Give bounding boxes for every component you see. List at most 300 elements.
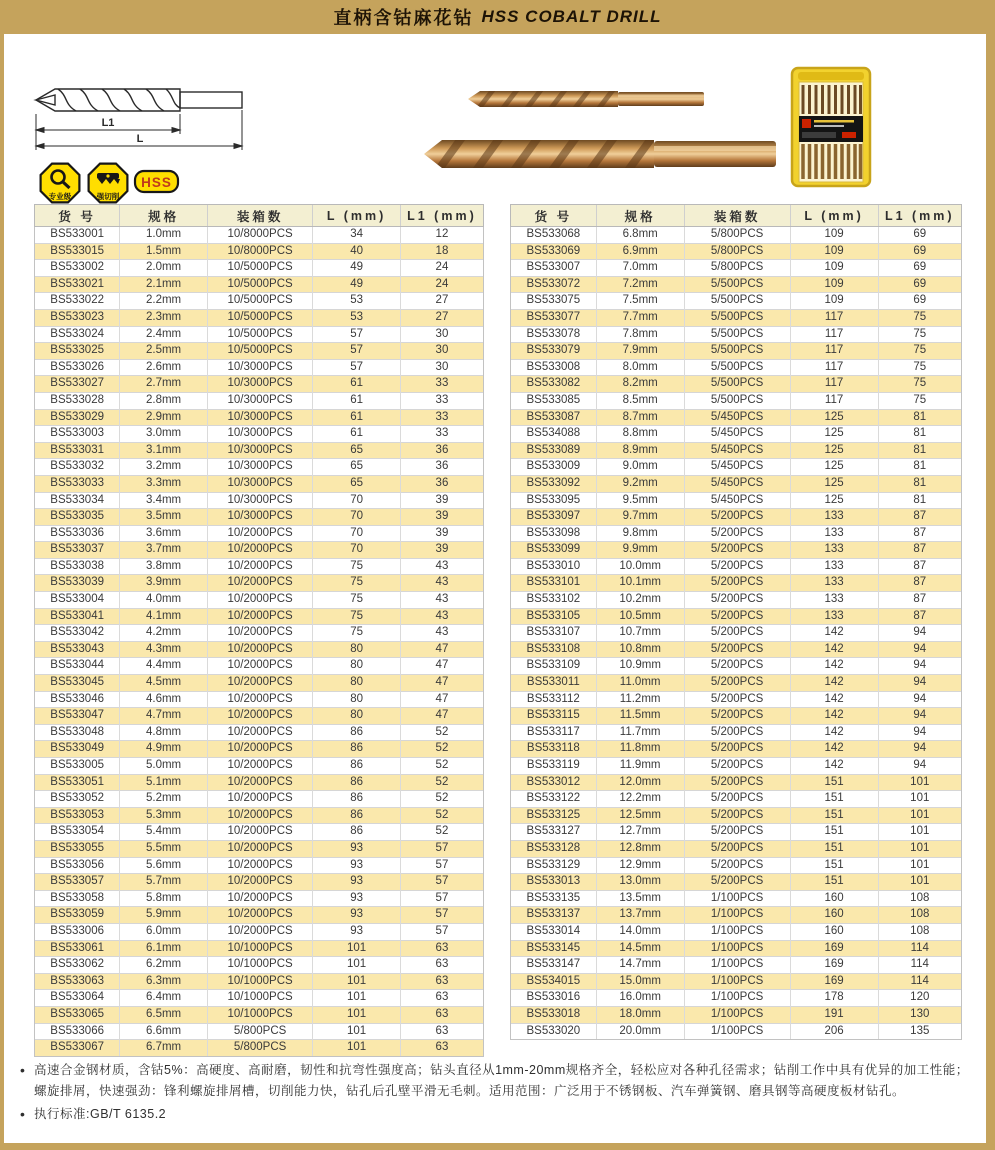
cell: 142 (790, 641, 878, 658)
cell: 81 (878, 442, 961, 459)
cell: BS534015 (511, 973, 597, 990)
table-row (511, 293, 962, 310)
cell: BS533078 (511, 326, 597, 343)
table-row (511, 658, 962, 675)
cell: 8.7mm (596, 409, 684, 426)
cell: 93 (313, 857, 401, 874)
cell: 13.7mm (596, 907, 684, 924)
table-row (35, 309, 484, 326)
cell: BS533109 (511, 658, 597, 675)
cell: 5/200PCS (684, 724, 790, 741)
cell: 10/2000PCS (207, 542, 313, 559)
cell: 5/500PCS (684, 392, 790, 409)
column-header: L1 (mm) (878, 205, 961, 227)
cell: 34 (313, 227, 401, 244)
cell: 13.0mm (596, 874, 684, 891)
cell: BS533118 (511, 741, 597, 758)
cell: 5/800PCS (684, 243, 790, 260)
cell: 125 (790, 492, 878, 509)
cell: 94 (878, 724, 961, 741)
cell: 12.2mm (596, 791, 684, 808)
column-header: L (mm) (790, 205, 878, 227)
table-row (511, 592, 962, 609)
cell: 3.1mm (120, 442, 208, 459)
table-row (35, 542, 484, 559)
cell: 36 (400, 442, 483, 459)
cell: 86 (313, 724, 401, 741)
cell: 10/5000PCS (207, 343, 313, 360)
cell: 61 (313, 392, 401, 409)
badge-hss-label: HSS (141, 175, 172, 190)
cell: 10/1000PCS (207, 973, 313, 990)
cell: 10/5000PCS (207, 326, 313, 343)
cell: 70 (313, 492, 401, 509)
badge-strong-cutting-label: 强切削 (96, 192, 120, 201)
cell: 52 (400, 741, 483, 758)
cell: 133 (790, 542, 878, 559)
cell: 125 (790, 475, 878, 492)
cell: 5/200PCS (684, 542, 790, 559)
cell: BS533038 (35, 558, 120, 575)
cell: BS533015 (35, 243, 120, 260)
table-row (511, 824, 962, 841)
cell: BS533137 (511, 907, 597, 924)
cell: 5.8mm (120, 890, 208, 907)
cell: BS533053 (35, 807, 120, 824)
cell: 109 (790, 227, 878, 244)
cell: 86 (313, 824, 401, 841)
table-row (511, 459, 962, 476)
table-row (35, 940, 484, 957)
cell: 5/200PCS (684, 857, 790, 874)
cell: 69 (878, 227, 961, 244)
badge-strong-cutting (89, 164, 128, 203)
cell: 5/200PCS (684, 625, 790, 642)
cell: 1/100PCS (684, 890, 790, 907)
cell: 93 (313, 890, 401, 907)
cell: BS533066 (35, 1023, 120, 1040)
cell: 5/200PCS (684, 575, 790, 592)
table-row (511, 1023, 962, 1040)
cell: 178 (790, 990, 878, 1007)
cell: BS533042 (35, 625, 120, 642)
cell: 6.1mm (120, 940, 208, 957)
cell: 10.5mm (596, 608, 684, 625)
badge-professional-label: 专业级 (48, 192, 72, 201)
cell: BS533039 (35, 575, 120, 592)
cell: 43 (400, 558, 483, 575)
cell: 5/450PCS (684, 426, 790, 443)
table-row (35, 326, 484, 343)
cell: 5/200PCS (684, 774, 790, 791)
cell: 33 (400, 426, 483, 443)
cell: 135 (878, 1023, 961, 1040)
table-row (35, 1006, 484, 1023)
cell: 4.1mm (120, 608, 208, 625)
table-row (35, 824, 484, 841)
cell: 5/200PCS (684, 758, 790, 775)
cell: 8.9mm (596, 442, 684, 459)
cell: BS533068 (511, 227, 597, 244)
cell: 12.0mm (596, 774, 684, 791)
cell: BS533069 (511, 243, 597, 260)
table-row (511, 309, 962, 326)
table-row (35, 475, 484, 492)
cell: 133 (790, 575, 878, 592)
cell: 6.4mm (120, 990, 208, 1007)
cell: BS533026 (35, 359, 120, 376)
cell: 10.2mm (596, 592, 684, 609)
cell: BS533122 (511, 791, 597, 808)
cell: 63 (400, 990, 483, 1007)
table-row (511, 492, 962, 509)
cell: 65 (313, 475, 401, 492)
cell: 133 (790, 509, 878, 526)
cell: 101 (878, 840, 961, 857)
cell: 75 (878, 392, 961, 409)
table-row (511, 359, 962, 376)
table-row (511, 205, 962, 227)
cell: 63 (400, 1023, 483, 1040)
table-row (35, 625, 484, 642)
table-row (511, 973, 962, 990)
cell: 6.8mm (596, 227, 684, 244)
cell: 101 (313, 957, 401, 974)
cell: 5.4mm (120, 824, 208, 841)
cell: 101 (878, 791, 961, 808)
cell: 87 (878, 542, 961, 559)
cell: 3.8mm (120, 558, 208, 575)
cell: 9.8mm (596, 525, 684, 542)
page-title-en: HSS COBALT DRILL (481, 7, 662, 26)
table-row (35, 525, 484, 542)
cell: 151 (790, 774, 878, 791)
cell: 3.9mm (120, 575, 208, 592)
table-row (35, 426, 484, 443)
cell: 5/800PCS (684, 227, 790, 244)
cell: BS533087 (511, 409, 597, 426)
table-row (511, 276, 962, 293)
cell: 9.2mm (596, 475, 684, 492)
cell: 10/8000PCS (207, 243, 313, 260)
cell: 120 (878, 990, 961, 1007)
cell: BS533011 (511, 675, 597, 692)
cell: 4.3mm (120, 641, 208, 658)
cell: BS533014 (511, 923, 597, 940)
cell: 101 (878, 874, 961, 891)
cell: 12.9mm (596, 857, 684, 874)
cell: 4.2mm (120, 625, 208, 642)
drill-package-box (790, 66, 872, 188)
table-row (511, 343, 962, 360)
cell: 108 (878, 907, 961, 924)
cell: 12.7mm (596, 824, 684, 841)
cell: 1/100PCS (684, 1006, 790, 1023)
table-row (511, 326, 962, 343)
cell: 151 (790, 840, 878, 857)
cell: 5.3mm (120, 807, 208, 824)
table-row (35, 724, 484, 741)
cell: 130 (878, 1006, 961, 1023)
cell: BS533079 (511, 343, 597, 360)
cell: 57 (313, 326, 401, 343)
cell: BS533003 (35, 426, 120, 443)
column-header: L1 (mm) (400, 205, 483, 227)
table-row (511, 409, 962, 426)
cell: 2.9mm (120, 409, 208, 426)
cell: 5/200PCS (684, 658, 790, 675)
table-row (35, 658, 484, 675)
cell: BS533064 (35, 990, 120, 1007)
cell: BS533004 (35, 592, 120, 609)
table-row (35, 1023, 484, 1040)
cell: 61 (313, 409, 401, 426)
cell: 169 (790, 957, 878, 974)
cell: 81 (878, 459, 961, 476)
cell: 114 (878, 957, 961, 974)
cell: 151 (790, 824, 878, 841)
cell: BS533112 (511, 691, 597, 708)
cell: 5.2mm (120, 791, 208, 808)
cell: BS533095 (511, 492, 597, 509)
cell: BS533007 (511, 260, 597, 277)
cell: BS533022 (35, 293, 120, 310)
cell: 151 (790, 874, 878, 891)
cell: BS533009 (511, 459, 597, 476)
cell: BS533125 (511, 807, 597, 824)
package-label (799, 116, 863, 142)
cell: 5.1mm (120, 774, 208, 791)
cell: 80 (313, 675, 401, 692)
cell: 160 (790, 890, 878, 907)
cell: 7.0mm (596, 260, 684, 277)
cell: 5/200PCS (684, 691, 790, 708)
spec-table-right-header (511, 205, 962, 227)
table-row (35, 592, 484, 609)
cell: 10/3000PCS (207, 459, 313, 476)
cell: 49 (313, 276, 401, 293)
cell: BS533097 (511, 509, 597, 526)
cell: 30 (400, 326, 483, 343)
cell: 5/450PCS (684, 442, 790, 459)
table-row (511, 227, 962, 244)
cell: BS533082 (511, 376, 597, 393)
table-row (511, 724, 962, 741)
cell: 10.7mm (596, 625, 684, 642)
cell: BS533102 (511, 592, 597, 609)
table-row (511, 957, 962, 974)
cell: BS533037 (35, 542, 120, 559)
spec-table-left-body (35, 227, 484, 1057)
table-row (511, 907, 962, 924)
table-row (35, 641, 484, 658)
table-row (35, 376, 484, 393)
table-row (511, 442, 962, 459)
cell: 5/200PCS (684, 824, 790, 841)
cell: 20.0mm (596, 1023, 684, 1040)
cell: 109 (790, 243, 878, 260)
cell: BS533048 (35, 724, 120, 741)
cell: 5/800PCS (207, 1040, 313, 1057)
cell: 27 (400, 309, 483, 326)
cell: BS533056 (35, 857, 120, 874)
cell: 114 (878, 940, 961, 957)
cell: 70 (313, 542, 401, 559)
cell: 10.1mm (596, 575, 684, 592)
cell: 117 (790, 359, 878, 376)
cell: 5/200PCS (684, 641, 790, 658)
cell: 10/2000PCS (207, 658, 313, 675)
cell: 2.5mm (120, 343, 208, 360)
table-row (511, 575, 962, 592)
table-row (511, 890, 962, 907)
cell: BS533067 (35, 1040, 120, 1057)
cell: 10/3000PCS (207, 492, 313, 509)
table-row (511, 558, 962, 575)
table-row (35, 459, 484, 476)
cell: 18 (400, 243, 483, 260)
dimension-l1 (36, 114, 180, 134)
table-row (511, 509, 962, 526)
cell: 10.0mm (596, 558, 684, 575)
cell: 70 (313, 525, 401, 542)
cell: BS533008 (511, 359, 597, 376)
cell: BS533043 (35, 641, 120, 658)
cell: 5/450PCS (684, 475, 790, 492)
cell: 3.5mm (120, 509, 208, 526)
cell: 63 (400, 957, 483, 974)
cell: 108 (878, 890, 961, 907)
cell: 5.6mm (120, 857, 208, 874)
table-row (35, 774, 484, 791)
table-row (35, 857, 484, 874)
cell: 63 (400, 1006, 483, 1023)
cell: 1/100PCS (684, 973, 790, 990)
cell: 10/2000PCS (207, 840, 313, 857)
cell: 15.0mm (596, 973, 684, 990)
cell: 39 (400, 525, 483, 542)
cell: BS533058 (35, 890, 120, 907)
cell: 6.9mm (596, 243, 684, 260)
quality-badges (38, 160, 180, 208)
table-row (511, 874, 962, 891)
cell: BS533107 (511, 625, 597, 642)
cell: 2.6mm (120, 359, 208, 376)
cell: BS533098 (511, 525, 597, 542)
cell: 2.3mm (120, 309, 208, 326)
cell: 63 (400, 940, 483, 957)
cell: 5/500PCS (684, 293, 790, 310)
cell: 52 (400, 724, 483, 741)
cell: BS533036 (35, 525, 120, 542)
cell: 6.2mm (120, 957, 208, 974)
cell: 117 (790, 343, 878, 360)
table-row (511, 708, 962, 725)
cell: 117 (790, 326, 878, 343)
cell: 30 (400, 343, 483, 360)
cell: 10/2000PCS (207, 691, 313, 708)
cell: BS534088 (511, 426, 597, 443)
cell: 160 (790, 923, 878, 940)
cell: BS533059 (35, 907, 120, 924)
cell: 109 (790, 276, 878, 293)
cell: 10/2000PCS (207, 558, 313, 575)
cell: 10/1000PCS (207, 990, 313, 1007)
cell: 191 (790, 1006, 878, 1023)
table-row (35, 392, 484, 409)
cell: BS533099 (511, 542, 597, 559)
cell: 3.4mm (120, 492, 208, 509)
cell: 6.7mm (120, 1040, 208, 1057)
cell: 5.0mm (120, 758, 208, 775)
cell: 142 (790, 724, 878, 741)
cell: 10/2000PCS (207, 592, 313, 609)
badge-hss (135, 171, 178, 192)
cell: BS533006 (35, 923, 120, 940)
table-row (35, 840, 484, 857)
table-row (511, 376, 962, 393)
table-row (35, 293, 484, 310)
table-row (511, 840, 962, 857)
cell: 52 (400, 807, 483, 824)
cell: 16.0mm (596, 990, 684, 1007)
table-row (35, 1040, 484, 1057)
cell: 65 (313, 459, 401, 476)
cell: 12.5mm (596, 807, 684, 824)
cell: 94 (878, 675, 961, 692)
table-row (511, 243, 962, 260)
cell: BS533101 (511, 575, 597, 592)
cell: BS533128 (511, 840, 597, 857)
table-row (35, 708, 484, 725)
cell: 10/2000PCS (207, 857, 313, 874)
cell: 10/2000PCS (207, 525, 313, 542)
cell: BS533119 (511, 758, 597, 775)
cell: 108 (878, 923, 961, 940)
cell: 81 (878, 409, 961, 426)
table-row (35, 243, 484, 260)
cell: 1/100PCS (684, 907, 790, 924)
cell: 94 (878, 658, 961, 675)
cell: BS533044 (35, 658, 120, 675)
cell: BS533012 (511, 774, 597, 791)
cell: BS533115 (511, 708, 597, 725)
cell: 52 (400, 758, 483, 775)
table-row (35, 973, 484, 990)
cell: 1/100PCS (684, 923, 790, 940)
cell: 125 (790, 409, 878, 426)
cell: 9.7mm (596, 509, 684, 526)
cell: BS533021 (35, 276, 120, 293)
table-row (511, 608, 962, 625)
table-row (511, 923, 962, 940)
cell: 61 (313, 376, 401, 393)
spec-table-right-body (511, 227, 962, 1040)
cell: 2.0mm (120, 260, 208, 277)
cell: 9.9mm (596, 542, 684, 559)
cell: 69 (878, 243, 961, 260)
spec-table-left (34, 204, 484, 1057)
table-row (35, 492, 484, 509)
cell: 5/800PCS (207, 1023, 313, 1040)
cell: 18.0mm (596, 1006, 684, 1023)
cell: 101 (878, 857, 961, 874)
cell: 1/100PCS (684, 1023, 790, 1040)
cell: 5/200PCS (684, 608, 790, 625)
cell: 5/500PCS (684, 359, 790, 376)
cell: 1/100PCS (684, 990, 790, 1007)
cell: BS533075 (511, 293, 597, 310)
